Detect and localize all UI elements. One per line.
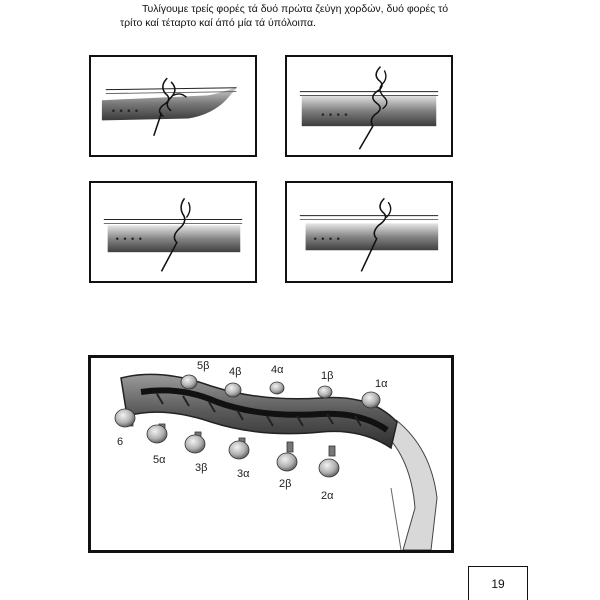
figure-wrap-three-times-tight [285, 55, 453, 157]
instruction-line-1: Τυλίγουμε τρείς φορές τά δυό πρώτα ζεύγη χορδών, δυό φορές τό [142, 3, 449, 15]
page-number [468, 566, 528, 600]
figure-wrap-once [285, 181, 453, 283]
figure-wrap-twice [89, 181, 257, 283]
peg-label-2b: 2β [279, 478, 292, 490]
string-knot-illustration-icon [287, 183, 451, 281]
headstock-figure [88, 355, 454, 553]
peg-label-4a: 4α [271, 364, 284, 376]
string-knot-illustration-icon [287, 57, 451, 155]
peg-label-5b: 5β [197, 360, 210, 372]
peg-label-4b: 4β [229, 366, 242, 378]
peg-label-5a: 5α [153, 454, 166, 466]
string-knot-illustration-icon [91, 57, 255, 155]
figure-wrap-three-times [89, 55, 257, 157]
bouzouki-headstock-illustration-icon [91, 358, 451, 550]
page-number-text: 19 [491, 576, 505, 591]
instruction-text [120, 2, 480, 30]
string-knot-illustration-icon [91, 183, 255, 281]
peg-label-3b: 3β [195, 462, 208, 474]
peg-label-1a: 1α [375, 378, 388, 390]
peg-label-3a: 3α [237, 468, 250, 480]
peg-label-2a: 2α [321, 490, 334, 502]
peg-label-1b: 1β [321, 370, 334, 382]
instruction-line-2: τρίτο καί τέταρτο καί άπό μία τά ύπόλοιπα. [120, 17, 316, 29]
peg-label-6: 6 [117, 436, 124, 448]
